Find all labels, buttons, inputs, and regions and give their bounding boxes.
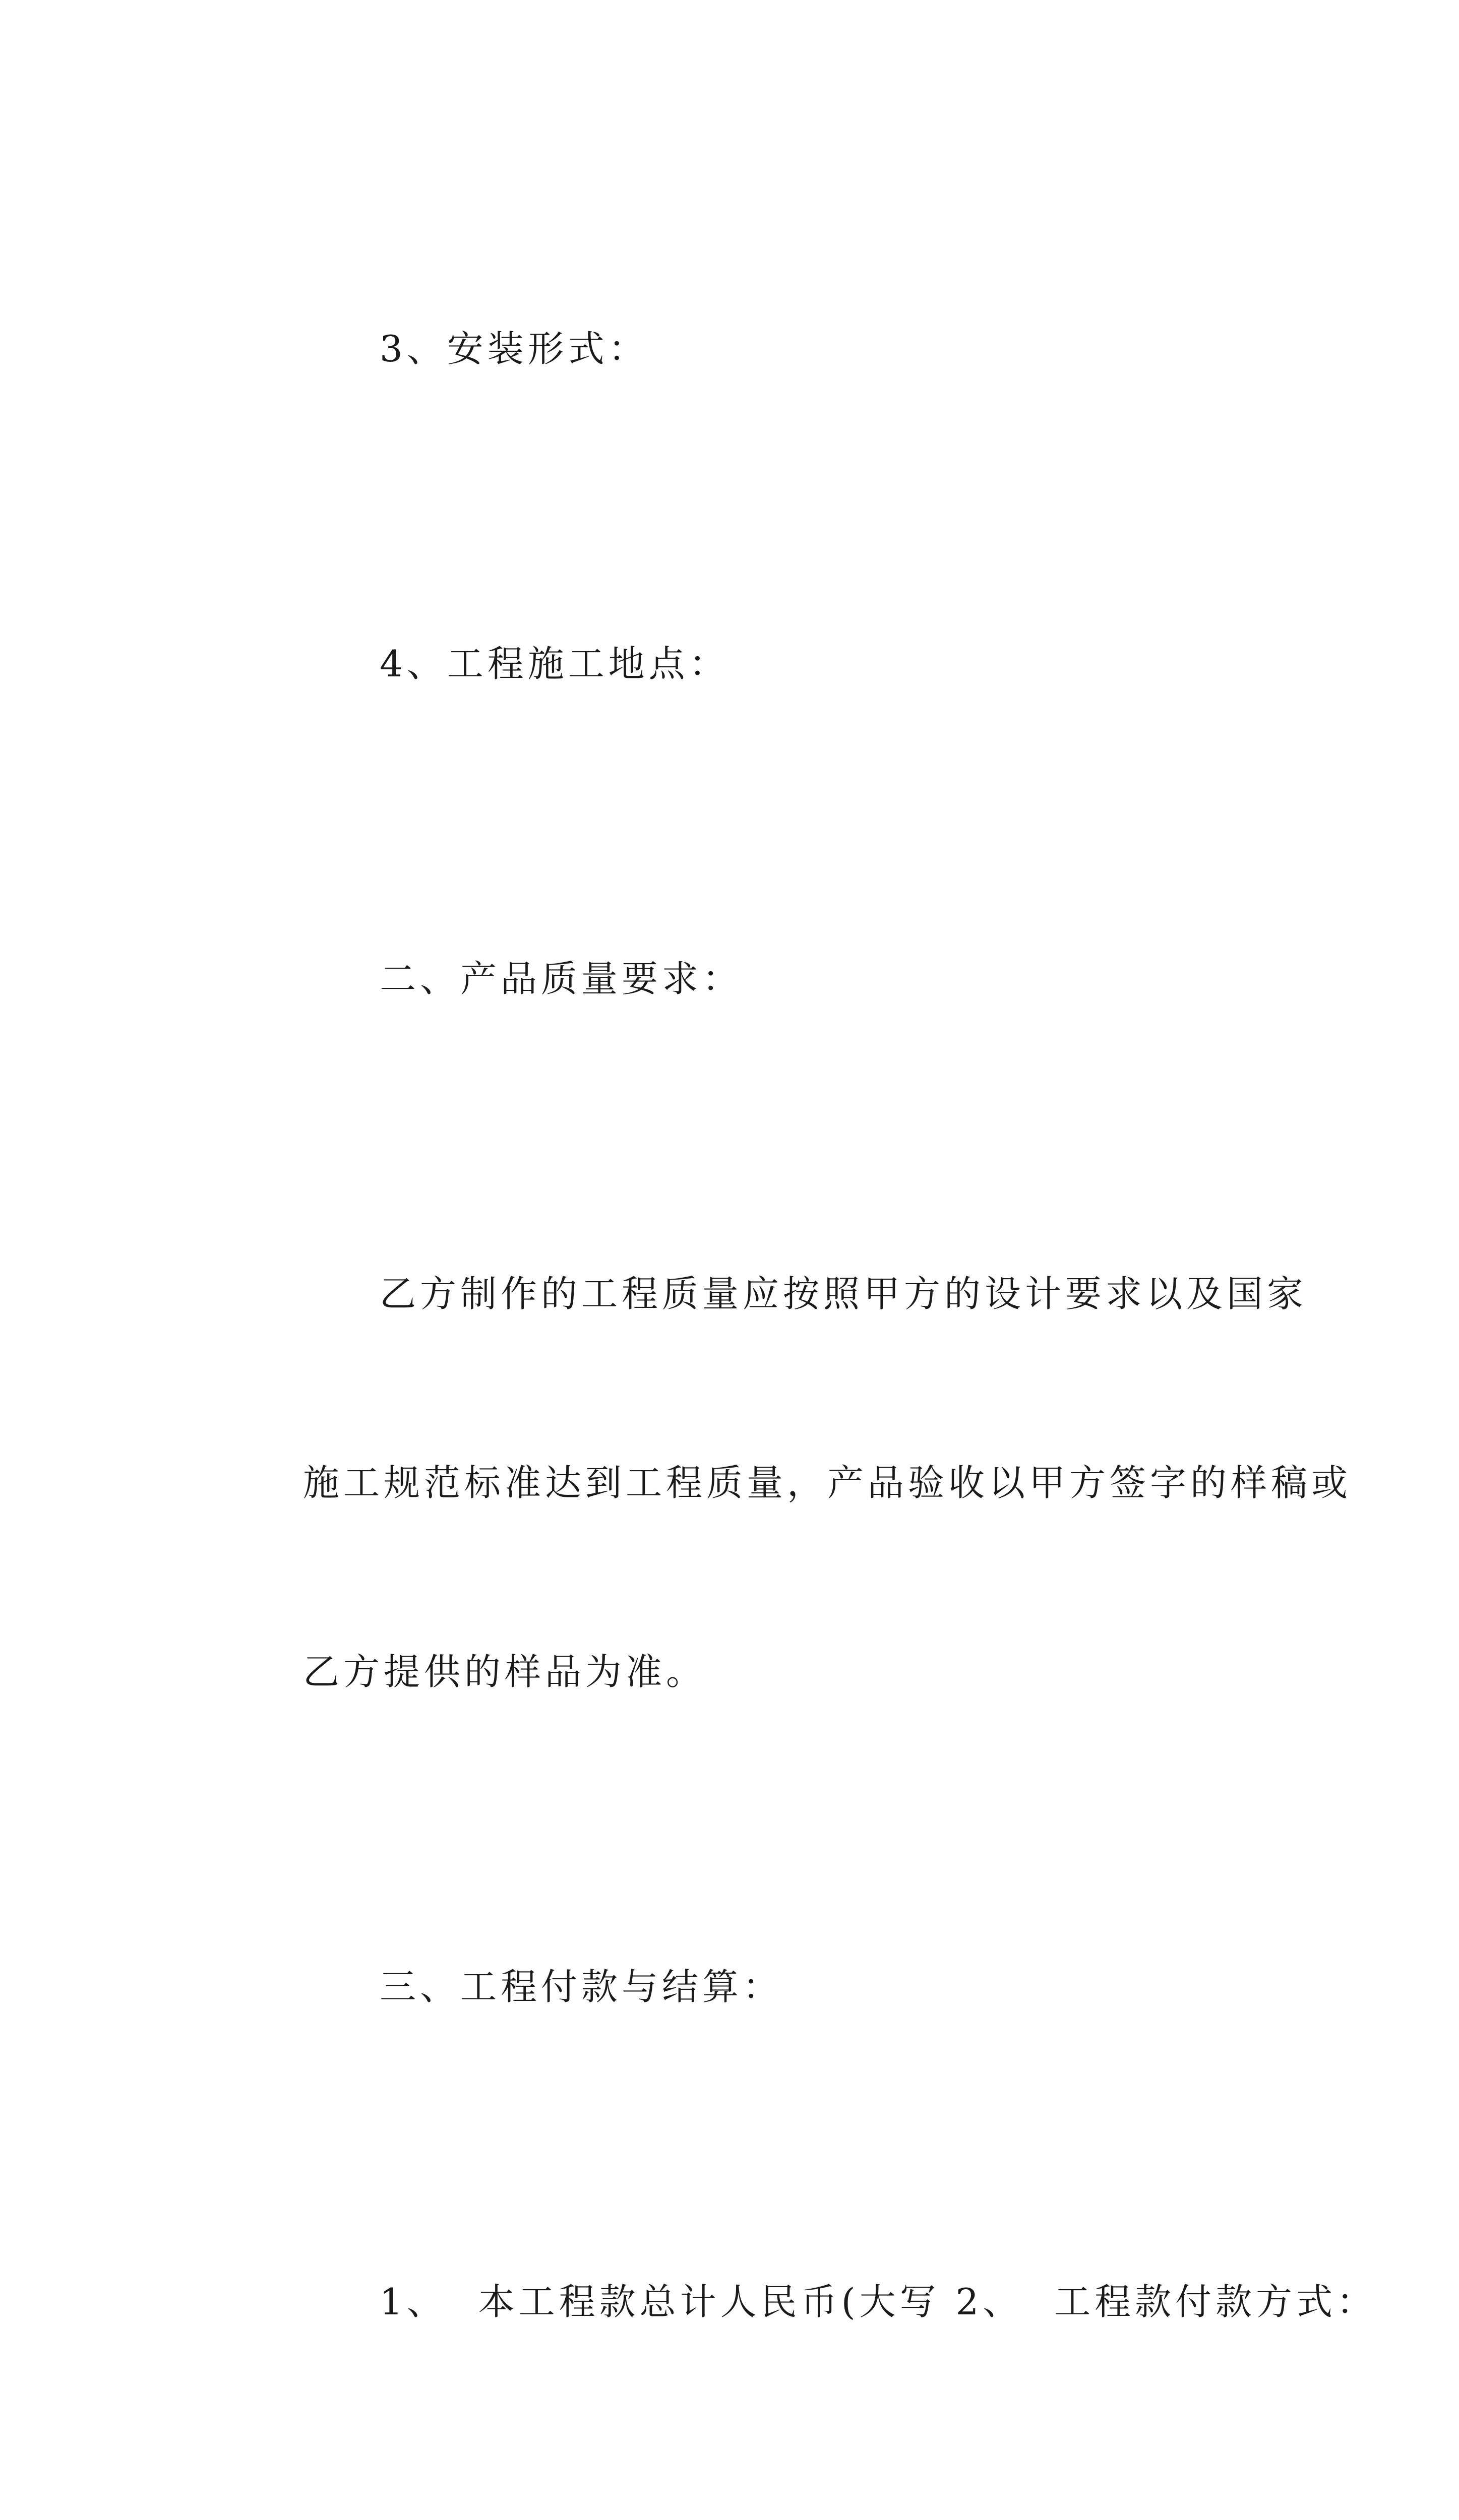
text-line: 3、安装形式： — [380, 328, 649, 370]
section-heading — [226, 1830, 1245, 2145]
section-heading — [226, 822, 1245, 1137]
paragraph — [226, 2460, 1245, 2520]
text-line: 施工规范标准达到工程质量，产品验收以甲方签字的样稿或 — [303, 1462, 1352, 1504]
text-line: 乙方提供的样品为准。 — [303, 1651, 707, 1693]
paragraph — [226, 192, 1245, 507]
text-line: 4、工程施工地点： — [380, 643, 730, 685]
text-line: 1、 本工程款总计人民币(大写 2、 工程款付款方式： — [380, 2281, 1377, 2323]
paragraph — [226, 2145, 1377, 2460]
paragraph — [226, 507, 1245, 822]
text-line: 乙方制作的工程质量应按照甲方的设计要求以及国家 — [380, 1273, 1308, 1315]
document-body — [226, 192, 1377, 2520]
text-line: 三、工程付款与结算： — [380, 1966, 783, 2008]
text-line: 二、产品质量要求： — [380, 958, 743, 1000]
paragraph — [226, 1137, 1352, 1830]
